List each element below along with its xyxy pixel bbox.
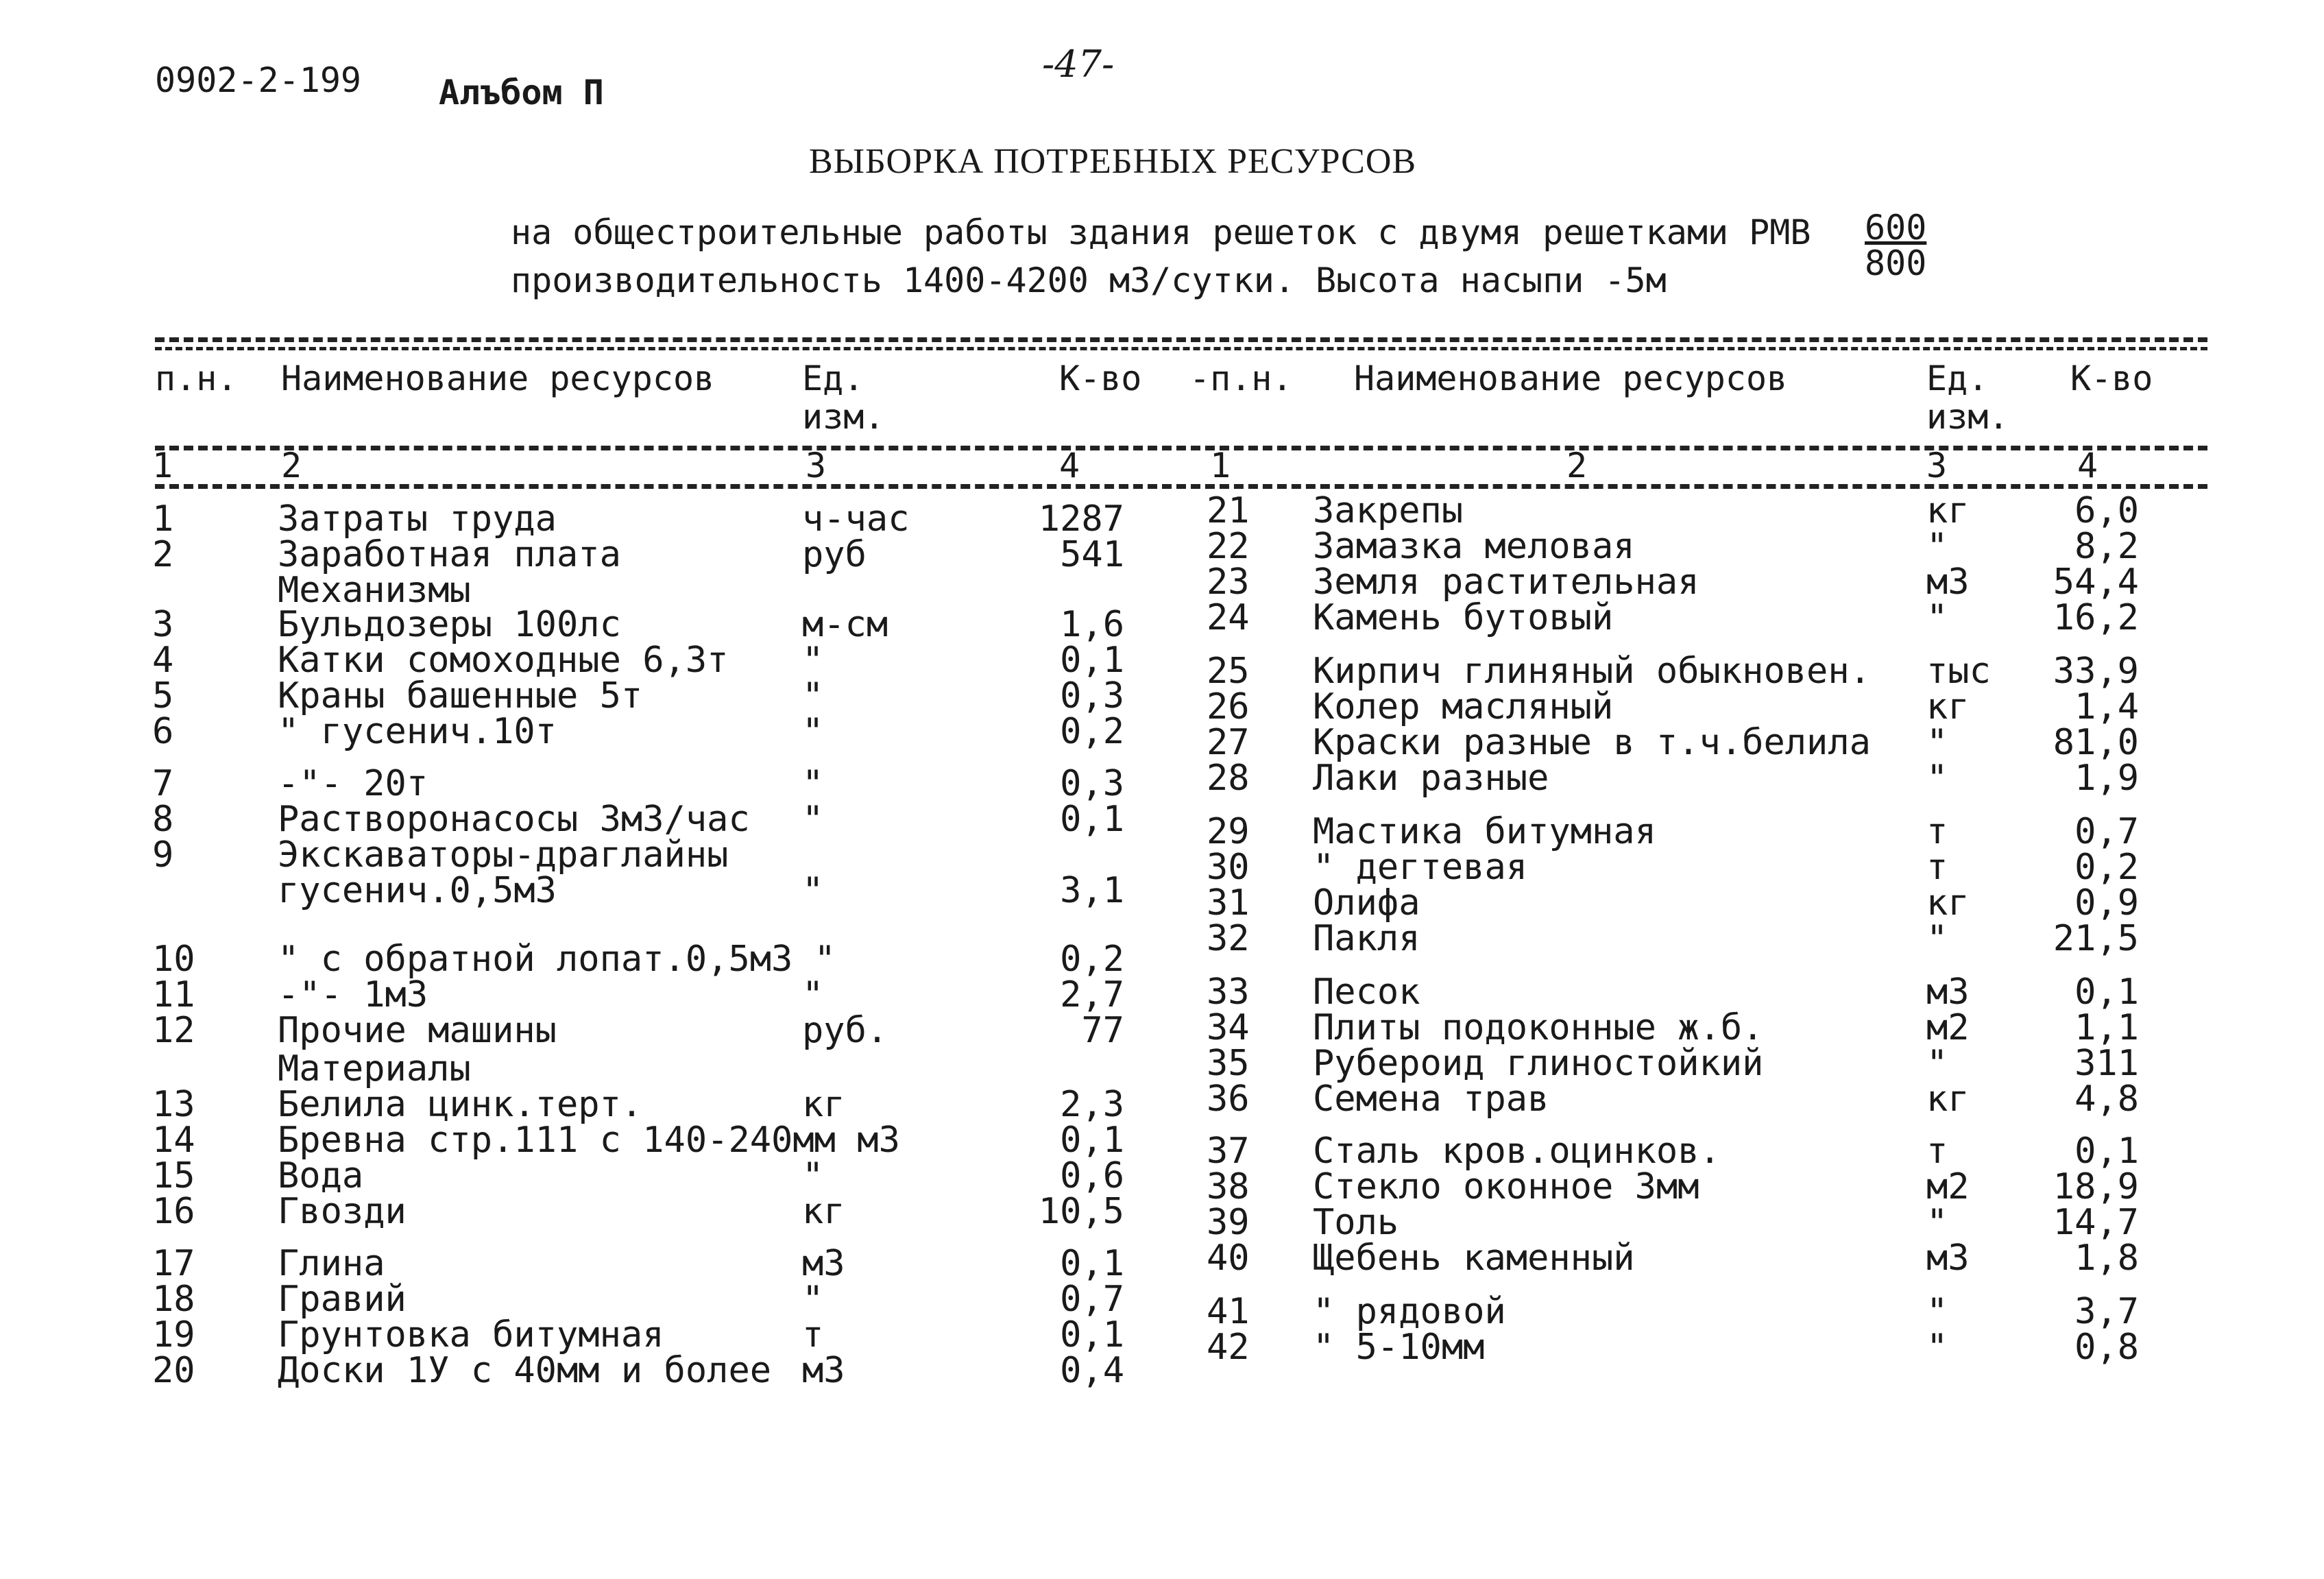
resource-name: Гвозди: [278, 1191, 407, 1232]
quantity: 0,1: [1060, 1314, 1124, 1355]
resource-name: Затраты труда: [278, 498, 557, 540]
resource-name: Катки сомоходные 6,3т: [278, 640, 729, 681]
row-number: 2: [152, 534, 174, 575]
quantity: 0,1: [1060, 1120, 1124, 1161]
unit: кг: [1926, 686, 1970, 727]
column-number: 3: [1926, 446, 1948, 485]
unit: ": [802, 711, 824, 752]
row-number: 25: [1207, 651, 1250, 692]
unit: кг: [802, 1191, 845, 1232]
column-number: 3: [806, 446, 827, 485]
quantity: 0,6: [1060, 1155, 1124, 1196]
row-number: 18: [152, 1279, 195, 1320]
quantity: 2,3: [1060, 1084, 1124, 1125]
unit: ": [1926, 722, 1948, 763]
header-left-name: Наименование ресурсов: [281, 359, 715, 398]
quantity: 1,6: [1060, 604, 1124, 645]
resource-name: Бульдозеры 100лс: [278, 604, 621, 645]
unit: ": [802, 763, 824, 804]
table-row: [0, 813, 2324, 850]
resource-name: Семена трав: [1313, 1078, 1549, 1120]
resource-name: Сталь кров.оцинков.: [1313, 1131, 1721, 1172]
header-left-no: п.н.: [155, 359, 238, 398]
unit: ч-час: [802, 498, 910, 540]
unit: м2: [1926, 1007, 1970, 1048]
row-number: 1: [152, 498, 174, 540]
section-materials: Материалы: [278, 1048, 471, 1089]
row-number: 10: [152, 939, 195, 980]
table-row: [0, 849, 2324, 886]
unit: ": [802, 1279, 824, 1320]
table-row: [0, 1204, 2324, 1241]
column-number: 2: [1566, 446, 1588, 485]
unit: ": [1926, 526, 1948, 567]
unit: т: [1926, 811, 1948, 852]
resource-name: Экскаваторы-драглайны: [278, 834, 729, 876]
quantity: 2,7: [1060, 974, 1124, 1015]
resource-name: Растворонасосы 3м3/час: [278, 799, 750, 840]
row-number: 6: [152, 711, 174, 752]
page-number: -47-: [1042, 43, 1115, 86]
table-row: [0, 1168, 2324, 1205]
row-number: 23: [1207, 562, 1250, 603]
row-number: 30: [1207, 847, 1250, 888]
resource-name: Плиты подоконные ж.б.: [1313, 1007, 1764, 1048]
row-number: 11: [152, 974, 195, 1015]
quantity: 0,2: [1060, 711, 1124, 752]
resource-name: Стекло оконное 3мм: [1313, 1166, 1699, 1207]
table-row: [0, 1240, 2324, 1277]
quantity: 0,4: [1060, 1350, 1124, 1391]
quantity: 0,1: [2074, 1131, 2139, 1172]
unit: м3: [1926, 972, 1970, 1013]
unit: ": [802, 1155, 824, 1196]
unit: ": [1926, 758, 1948, 799]
section-mechanisms: Механизмы: [278, 570, 471, 611]
unit: м3: [1926, 562, 1970, 603]
row-number: 15: [152, 1155, 195, 1196]
quantity: 10,5: [1038, 1191, 1124, 1232]
unit: тыс: [1926, 651, 1991, 692]
row-number: 22: [1207, 526, 1250, 567]
resource-name: Толь: [1313, 1202, 1399, 1243]
table-row: [0, 1078, 2324, 1120]
resource-name: Белила цинк.терт.: [278, 1084, 643, 1125]
column-number: 1: [1210, 446, 1231, 485]
resource-name: Бревна стр.111 с 140-240мм м3: [278, 1120, 900, 1161]
resource-name: Закрепы: [1313, 490, 1464, 531]
unit: ": [1926, 1202, 1948, 1243]
fraction-denominator: 800: [1865, 243, 1927, 283]
column-number: 4: [2077, 446, 2098, 485]
resource-name: Краны башенные 5т: [278, 675, 643, 716]
header-right-no: -п.н.: [1189, 359, 1293, 398]
row-number: 3: [152, 604, 174, 645]
resource-name: Гравий: [278, 1279, 407, 1320]
table-row: [0, 599, 2324, 636]
quantity: 0,3: [1060, 763, 1124, 804]
row-number: 8: [152, 799, 174, 840]
table-row: [0, 492, 2324, 529]
quantity: 3,7: [2074, 1291, 2139, 1332]
row-number: 20: [152, 1350, 195, 1391]
table-row: [0, 920, 2324, 957]
unit: кг: [1926, 1078, 1970, 1120]
resource-name: Глина: [278, 1243, 385, 1284]
resource-name: Земля растительная: [1313, 562, 1699, 603]
table-row: [0, 1329, 2324, 1366]
resource-name: Камень бутовый: [1313, 597, 1614, 638]
resource-name: " гусенич.10т: [278, 711, 557, 752]
quantity: 1,8: [2074, 1238, 2139, 1279]
unit: м3: [1926, 1238, 1970, 1279]
row-number: 32: [1207, 918, 1250, 959]
table-row: [0, 688, 2324, 725]
resource-name: " рядовой: [1313, 1291, 1506, 1332]
table-row: [0, 528, 2324, 565]
quantity: 1,4: [2074, 686, 2139, 727]
quantity: 6,0: [2074, 490, 2139, 531]
unit: ": [802, 675, 824, 716]
header-left-unit: Ед. изм.: [802, 359, 885, 437]
document-code: 0902-2-199: [155, 60, 362, 100]
quantity: 1,9: [2074, 758, 2139, 799]
row-number: 14: [152, 1120, 195, 1161]
quantity: 77: [1081, 1010, 1124, 1051]
row-number: 29: [1207, 811, 1250, 852]
row-number: 4: [152, 640, 174, 681]
quantity: 54,4: [2053, 562, 2139, 603]
quantity: 0,1: [1060, 799, 1124, 840]
row-number: 19: [152, 1314, 195, 1355]
page-title: ВЫБОРКА ПОТРЕБНЫХ РЕСУРСОВ: [809, 142, 1417, 181]
header-right-unit: Ед. изм.: [1926, 359, 2009, 437]
resource-name: Мастика битумная: [1313, 811, 1656, 852]
row-number: 7: [152, 763, 174, 804]
quantity: 0,8: [2074, 1327, 2139, 1368]
table-row: [0, 564, 2324, 601]
resource-name: Заработная плата: [278, 534, 621, 575]
unit: ": [1926, 1043, 1948, 1084]
subtitle-fraction: [1865, 210, 1926, 281]
row-number: 13: [152, 1084, 195, 1125]
table-row: [0, 1045, 2324, 1082]
row-number: 26: [1207, 686, 1250, 727]
unit: кг: [1926, 490, 1970, 531]
table-row: [0, 724, 2324, 761]
row-number: 36: [1207, 1078, 1250, 1120]
row-number: 28: [1207, 758, 1250, 799]
row-number: 33: [1207, 972, 1250, 1013]
unit: ": [802, 799, 824, 840]
subtitle-line-1: на общестроительные работы здания решеток с двумя решетками РМВ: [511, 213, 1811, 252]
row-number: 37: [1207, 1131, 1250, 1172]
resource-name: Прочие машины: [278, 1010, 557, 1051]
quantity: 1287: [1038, 498, 1124, 540]
quantity: 0,2: [2074, 847, 2139, 888]
row-number: 16: [152, 1191, 195, 1232]
resource-name: Лаки разные: [1313, 758, 1549, 799]
quantity: 21,5: [2053, 918, 2139, 959]
quantity: 0,3: [1060, 675, 1124, 716]
column-number-rule: [155, 484, 2207, 489]
top-rule-2: [155, 347, 2207, 350]
resource-name: Вода: [278, 1155, 364, 1196]
unit: кг: [1926, 882, 1970, 924]
table-row: [0, 1293, 2324, 1330]
table-row: [0, 760, 2324, 797]
quantity: 18,9: [2053, 1166, 2139, 1207]
resource-name: " с обратной лопат.0,5м3 ": [278, 939, 836, 980]
quantity: 16,2: [2053, 597, 2139, 638]
resource-name: Доски 1У с 40мм и более: [278, 1350, 772, 1391]
row-number: 39: [1207, 1202, 1250, 1243]
unit: кг: [802, 1084, 845, 1125]
resource-name: Замазка меловая: [1313, 526, 1635, 567]
row-number: 27: [1207, 722, 1250, 763]
resource-name: Щебень каменный: [1313, 1238, 1635, 1279]
top-rule: [155, 337, 2207, 342]
quantity: 0,1: [1060, 640, 1124, 681]
row-number: 5: [152, 675, 174, 716]
row-number: 12: [152, 1010, 195, 1051]
unit: ": [802, 974, 824, 1015]
quantity: 541: [1060, 534, 1124, 575]
row-number: 41: [1207, 1291, 1250, 1332]
row-number: 38: [1207, 1166, 1250, 1207]
row-number: 21: [1207, 490, 1250, 531]
header-rule: [155, 446, 2207, 450]
header-left-qty: К-во: [1059, 359, 1142, 398]
resource-name: Песок: [1313, 972, 1420, 1013]
column-number: 4: [1059, 446, 1080, 485]
table-row: [0, 882, 2324, 924]
column-number: 1: [152, 446, 173, 485]
resource-name: гусенич.0,5м3: [278, 870, 557, 911]
unit: т: [1926, 847, 1948, 888]
quantity: 0,1: [1060, 1243, 1124, 1284]
quantity: 8,2: [2074, 526, 2139, 567]
quantity: 14,7: [2053, 1202, 2139, 1243]
table-row: [0, 1009, 2324, 1046]
unit: ": [1926, 1291, 1948, 1332]
resource-name: Олифа: [1313, 882, 1420, 924]
column-number: 2: [281, 446, 302, 485]
quantity: 81,0: [2053, 722, 2139, 763]
unit: руб.: [802, 1010, 888, 1051]
row-number: 34: [1207, 1007, 1250, 1048]
fraction-numerator: 600: [1865, 208, 1927, 248]
row-number: 42: [1207, 1327, 1250, 1368]
unit: ": [1926, 1327, 1948, 1368]
unit: т: [802, 1314, 824, 1355]
unit: м3: [802, 1350, 845, 1391]
unit: м-см: [802, 604, 888, 645]
quantity: 0,1: [2074, 972, 2139, 1013]
subtitle-line-2: производительность 1400-4200 м3/сутки. Высота насыпи -5м: [511, 261, 1667, 300]
unit: ": [1926, 597, 1948, 638]
row-number: 9: [152, 834, 174, 876]
quantity: 4,8: [2074, 1078, 2139, 1120]
unit: ": [1926, 918, 1948, 959]
resource-name: Рубероид глиностойкий: [1313, 1043, 1764, 1084]
header-right-name: Наименование ресурсов: [1354, 359, 1788, 398]
unit: ": [802, 640, 824, 681]
table-row: [0, 972, 2324, 1015]
resource-name: Краски разные в т.ч.белила: [1313, 722, 1871, 763]
resource-name: Колер масляный: [1313, 686, 1614, 727]
resource-name: Пакля: [1313, 918, 1420, 959]
quantity: 0,7: [1060, 1279, 1124, 1320]
quantity: 0,9: [2074, 882, 2139, 924]
row-number: 40: [1207, 1238, 1250, 1279]
table-row: [0, 1133, 2324, 1170]
quantity: 0,2: [1060, 939, 1124, 980]
resource-name: -"- 1м3: [278, 974, 428, 1015]
unit: м2: [1926, 1166, 1970, 1207]
quantity: 1,1: [2074, 1007, 2139, 1048]
resource-name: Кирпич глиняный обыкновен.: [1313, 651, 1871, 692]
unit: руб: [802, 534, 867, 575]
row-number: 24: [1207, 597, 1250, 638]
unit: ": [802, 870, 824, 911]
resource-name: -"- 20т: [278, 763, 428, 804]
unit: т: [1926, 1131, 1948, 1172]
header-right-qty: К-во: [2070, 359, 2153, 398]
quantity: 33,9: [2053, 651, 2139, 692]
quantity: 0,7: [2074, 811, 2139, 852]
row-number: 17: [152, 1243, 195, 1284]
resource-name: Грунтовка битумная: [278, 1314, 664, 1355]
quantity: 3,1: [1060, 870, 1124, 911]
resource-name: " дегтевая: [1313, 847, 1528, 888]
table-row: [0, 653, 2324, 690]
row-number: 35: [1207, 1043, 1250, 1084]
row-number: 31: [1207, 882, 1250, 924]
quantity: 311: [2074, 1043, 2139, 1084]
resource-name: " 5-10мм: [1313, 1327, 1485, 1368]
unit: м3: [802, 1243, 845, 1284]
album-label: Алъбом П: [439, 73, 604, 112]
